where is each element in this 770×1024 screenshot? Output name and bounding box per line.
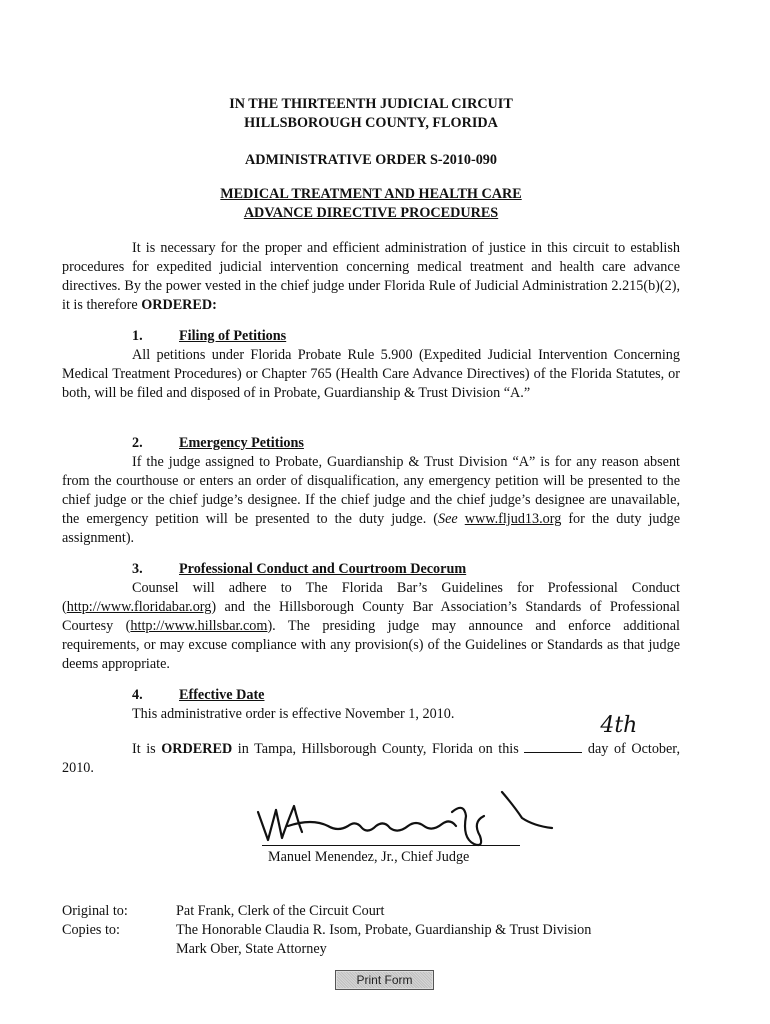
section-3-title: Professional Conduct and Courtroom Decorum	[179, 561, 467, 577]
closing-suffix: day of	[587, 741, 626, 757]
copies-to-label: Copies to:	[62, 922, 120, 938]
copies-recipient-1: The Honorable Claudia R. Isom, Probate, Guardianship & Trust Division	[176, 922, 592, 938]
subject-line-1: MEDICAL TREATMENT AND HEALTH CARE	[220, 186, 522, 202]
section-4-title: Effective Date	[179, 687, 265, 703]
closing-prefix: It is	[132, 741, 156, 757]
intro-text: It is necessary for the proper and efficient administration of justice in this circuit to establish procedures for expedited judicial intervention concerning medical treatment and health care advance directives. By the power vested in the chief judge under Florida Rule of Judicial Administration 2.215(b)(2), it is therefore	[62, 240, 680, 313]
section-2-heading	[132, 434, 304, 453]
section-4-body: This administrative order is effective November 1, 2010.	[132, 706, 455, 722]
handwritten-day: 4th	[600, 713, 638, 738]
original-to-label: Original to:	[62, 903, 128, 919]
distribution-list	[62, 902, 591, 959]
section-3-text-1: Counsel will adhere to The Florida Bar’s Guidelines for Professional Conduct	[132, 580, 680, 596]
signature-line	[262, 845, 520, 846]
original-to-recipient: Pat Frank, Clerk of the Circuit Court	[176, 903, 385, 919]
section-1-title: Filing of Petitions	[179, 328, 287, 344]
section-3-number: 3.	[132, 561, 143, 577]
section-4-number: 4.	[132, 687, 143, 703]
hillsbar-link[interactable]: http://www.hillsbar.com	[130, 618, 268, 634]
copies-recipient-2: Mark Ober, State Attorney	[176, 941, 327, 957]
section-2-text: If the judge assigned to Probate, Guardianship & Trust Division “A” is for any reason absent from the courthouse or enters an order of disqualification, any emergency petition will be presented to the chief judge or the chief judge’s designee. If the chief judge and the chief judge’s designee are unavailable, the emergency petition will be presented to the duty judge.	[62, 454, 680, 527]
section-2-see: See	[438, 511, 458, 527]
section-2-body: If the judge assigned to Probate, Guardianship & Trust Division “A” is for any reason absent from the courthouse or enters an order of disqualification, any emergency petition will be presented to the chief judge or the chief judge’s designee. If the chief judge and the chief judge’s designee are unavailable, the emergency petition will be presented to the duty judge. (See www.fljud13.org for the duty judge assignment).	[62, 454, 680, 546]
section-2-tail: for the duty judge assignment).	[62, 511, 680, 546]
section-1-number: 1.	[132, 328, 143, 344]
section-3-text-2: and the Hillsborough County Bar Association’s Standards of Professional Courtesy	[62, 599, 680, 634]
order-subject	[62, 185, 680, 223]
section-2-title: Emergency Petitions	[179, 435, 304, 451]
subject-line-2: ADVANCE DIRECTIVE PROCEDURES	[243, 205, 499, 221]
intro-ordered: ORDERED:	[141, 297, 217, 313]
print-form-button[interactable]: Print Form	[335, 970, 434, 990]
floridabar-link[interactable]: http://www.floridabar.org	[66, 599, 212, 615]
section-1-heading	[132, 327, 286, 346]
order-number: ADMINISTRATIVE ORDER S-2010-090	[245, 152, 497, 168]
closing-ordered: ORDERED	[161, 741, 233, 757]
duty-judge-link[interactable]: www.fljud13.org	[464, 511, 562, 527]
section-3-body: Counsel will adhere to The Florida Bar’s Guidelines for Professional Conduct (http://www.floridabar.org) and the Hillsborough County Bar Association’s Standards of Professional Courtesy (http://www.hillsbar.com). The presiding judge may announce and enforce additional requirements, or may excuse compliance with any provision(s) of the Guidelines or Standards as that judge deems appropriate.	[62, 580, 680, 672]
section-3-text-3: . The presiding judge may announce and enforce additional requirements, or may excuse compliance with any provision(s) of the Guidelines or Standards as that judge deems appropriate.	[62, 618, 680, 672]
section-1-body: All petitions under Florida Probate Rule 5.900 (Expedited Judicial Intervention Concerning Medical Treatment Procedures) or Chapter 765 (Health Care Advance Directives) of the Florida Statutes, or both, will be filed and disposed of in Probate, Guardianship & Trust Division “A.”	[62, 347, 680, 401]
judge-name-title: Manuel Menendez, Jr., Chief Judge	[268, 849, 470, 865]
intro-paragraph	[62, 239, 680, 315]
section-4-heading	[132, 686, 264, 705]
section-2-number: 2.	[132, 435, 143, 451]
section-3-heading	[132, 560, 466, 579]
closing-location: in Tampa, Hillsborough County, Florida on this	[237, 741, 519, 757]
closing-date-line2: October, 2010.	[62, 741, 681, 776]
court-line-1: IN THE THIRTEENTH JUDICIAL CIRCUIT	[229, 96, 513, 112]
court-line-2: HILLSBOROUGH COUNTY, FLORIDA	[244, 115, 498, 131]
court-heading	[62, 95, 680, 133]
